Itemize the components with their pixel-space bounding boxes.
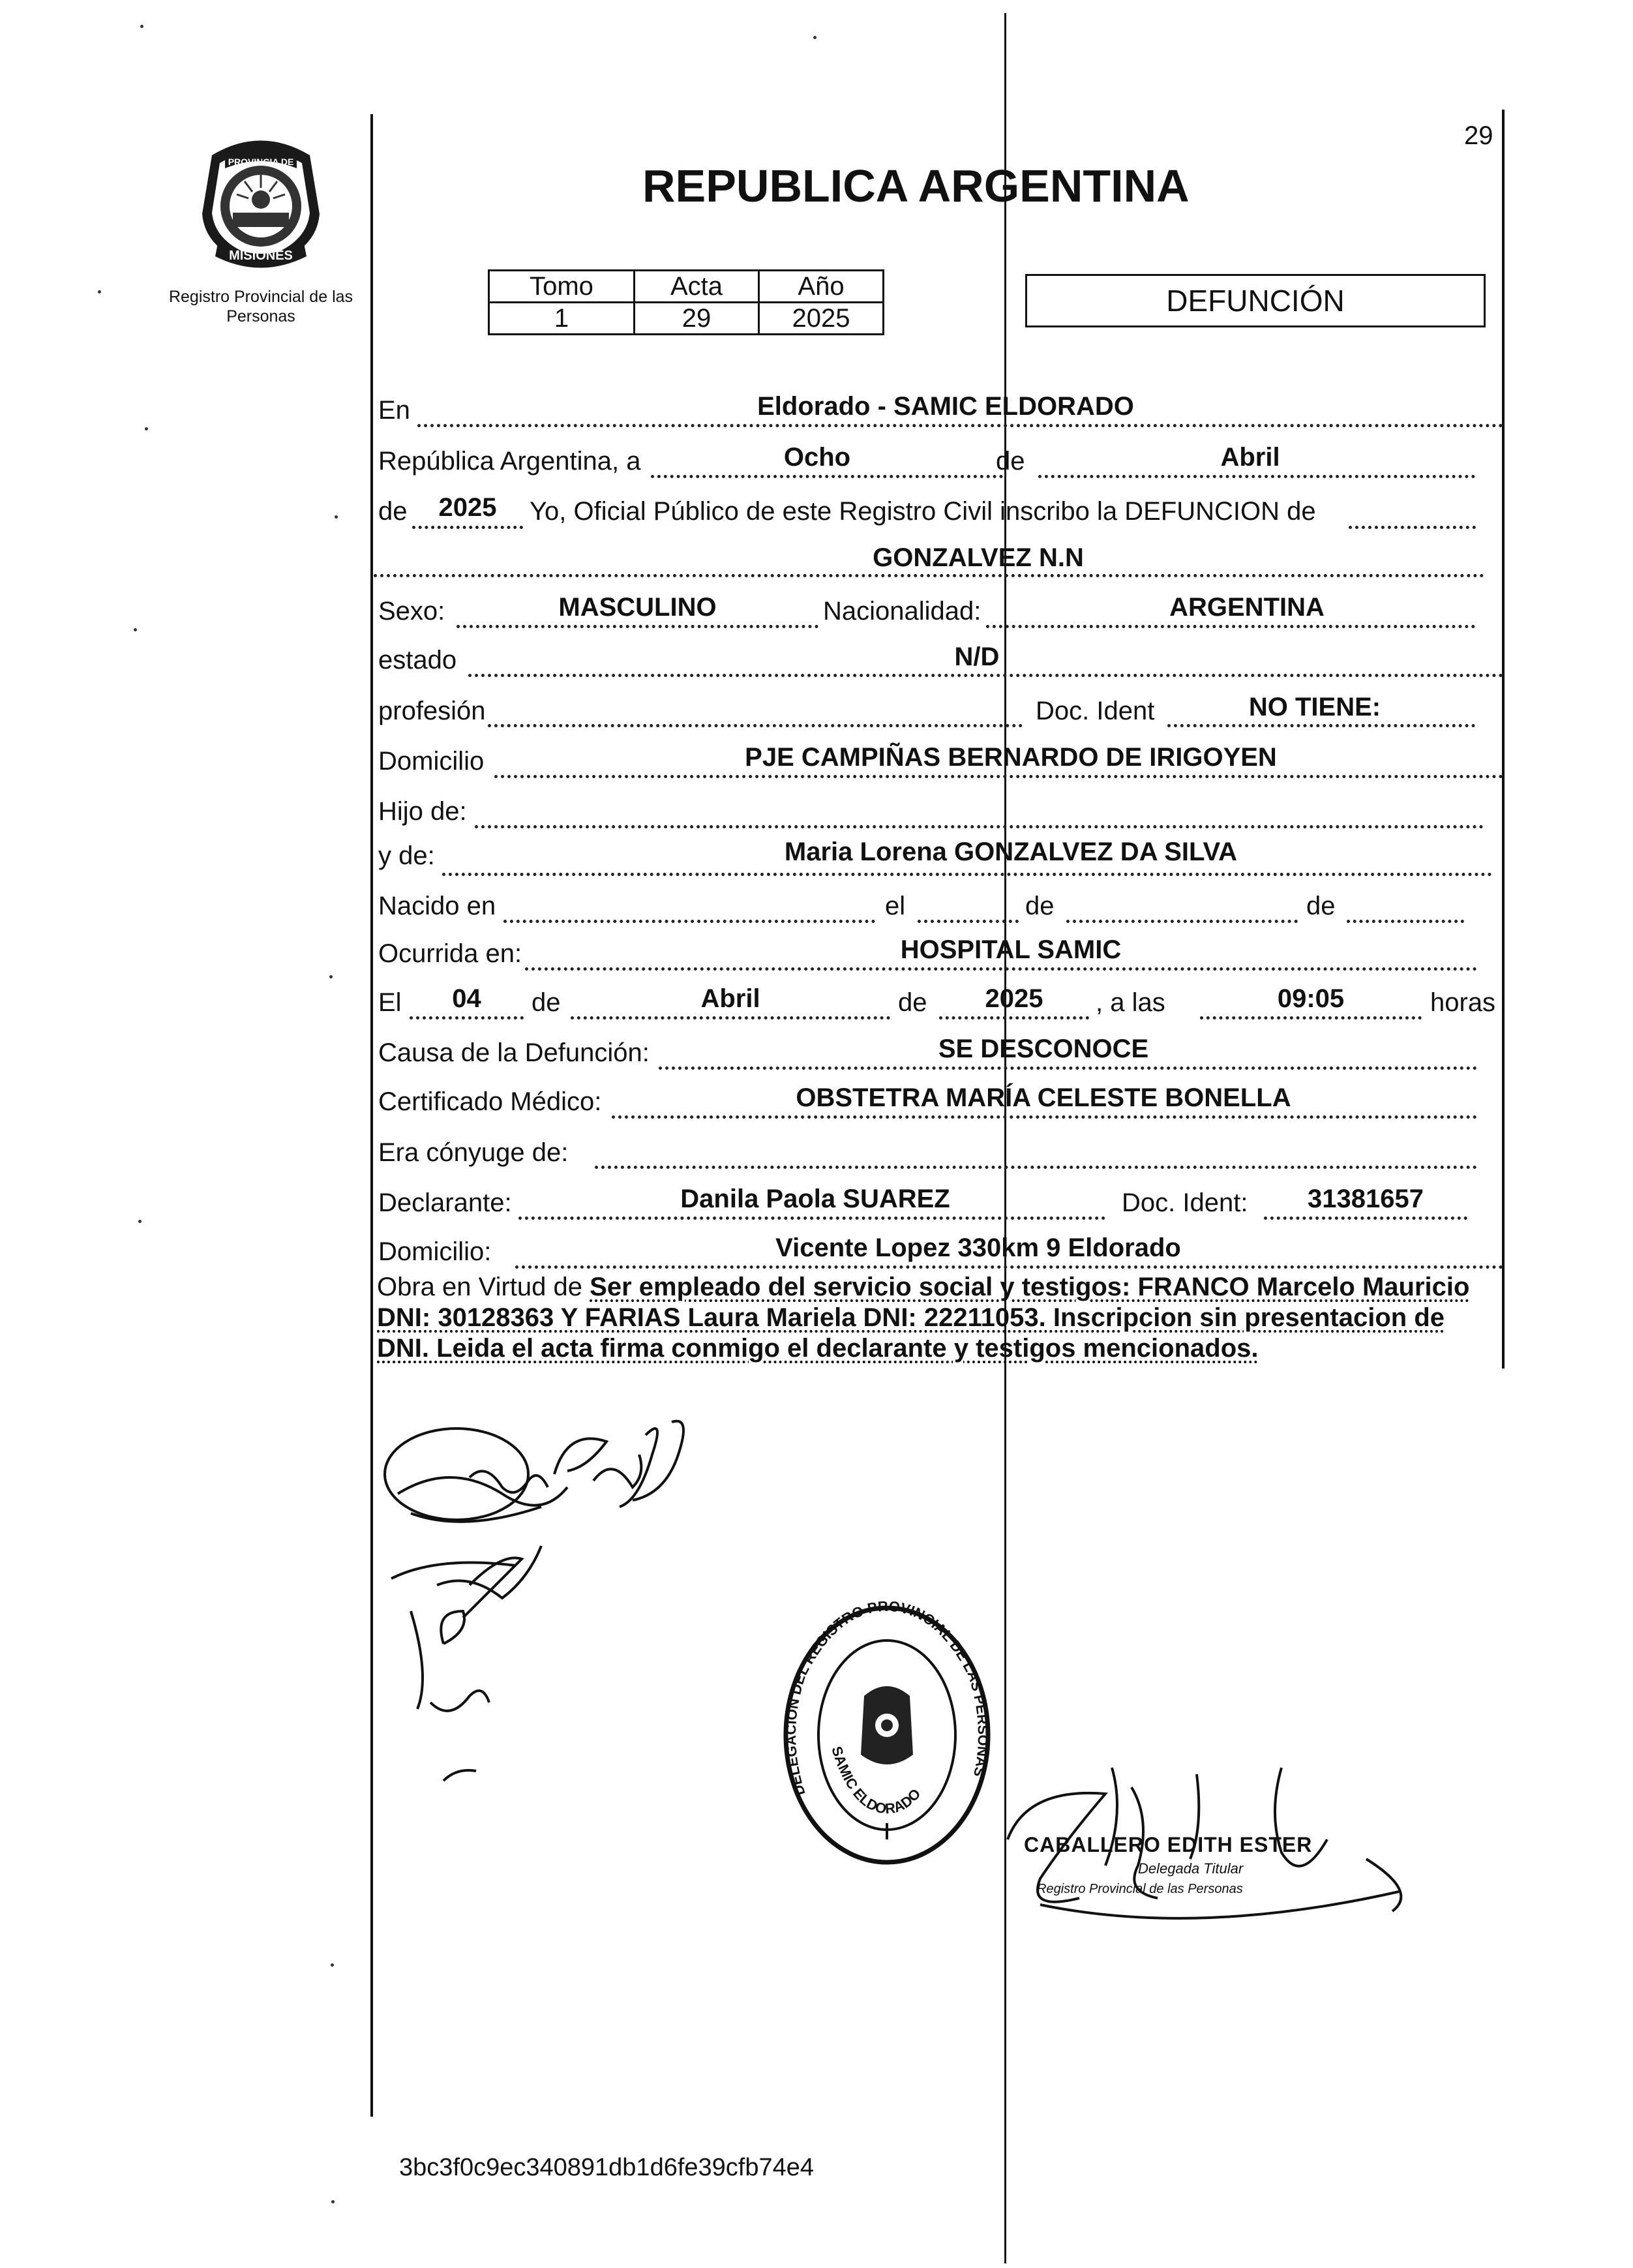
death-day-line [410, 1016, 524, 1020]
reference-table [488, 269, 884, 335]
obra-label: Obra en Virtud de [377, 1273, 583, 1301]
svg-text:PROVINCIA DE: PROVINCIA DE [228, 157, 294, 167]
record-type-box [1025, 274, 1486, 327]
mother-value: Maria Lorena GONZALVEZ DA SILVA [784, 838, 1238, 866]
death-day-value: 04 [452, 984, 481, 1013]
deceased-name: GONZALVEZ N.N [873, 543, 1084, 572]
hijo-line [475, 825, 1484, 828]
scan-speck [335, 515, 338, 519]
obra-text: Ser empleado del servicio social y testigos: FRANCO Marcelo Mauricio DNI: 30128363 Y FARIAS Laura Mariela DNI: 22211053. Inscripcion sin presentacion de DNI. Leida el acta firma conmigo el declarante y testigos mencionados. [377, 1273, 1470, 1363]
causa-line [659, 1066, 1477, 1070]
certificado-line [612, 1115, 1477, 1119]
en-line [417, 424, 1503, 427]
nacionalidad-label: Nacionalidad: [823, 597, 981, 626]
page-number: 29 [1464, 121, 1493, 150]
a-las-label: , a las [1096, 988, 1165, 1017]
obra-paragraph [377, 1272, 1499, 1364]
republica-label: República Argentina, a [378, 447, 641, 476]
nacionalidad-value: ARGENTINA [1169, 593, 1325, 622]
de-year-label: de [378, 497, 408, 526]
el-death-label: El [378, 988, 402, 1017]
month-line [1038, 475, 1475, 478]
month-value: Abril [1220, 443, 1280, 472]
province-seal [192, 129, 329, 269]
de-death-year-label: de [898, 988, 927, 1017]
hijo-label: Hijo de: [378, 797, 467, 826]
y-de-line [442, 873, 1492, 876]
reference-value-row [489, 303, 884, 335]
de-death-month-label: de [532, 988, 561, 1017]
doc-ident-value: NO TIENE: [1248, 693, 1381, 721]
reference-header-row [489, 271, 884, 303]
official-stamp-name: CABALLERO EDITH ESTER [1024, 1833, 1313, 1856]
certificado-value: OBSTETRA MARÍA CELESTE BONELLA [796, 1083, 1291, 1112]
svg-text:MISIONES: MISIONES [229, 249, 293, 263]
scan-speck [138, 1220, 142, 1223]
nacido-label: Nacido en [378, 892, 496, 920]
certificado-label: Certificado Médico: [378, 1087, 602, 1116]
anio-header: Año [759, 271, 884, 303]
profesion-label: profesión [378, 697, 486, 725]
birth-year-line [1347, 920, 1464, 923]
domicilio-line [494, 775, 1503, 778]
registry-label: Registro Provincial de las Personas [168, 288, 353, 325]
year-value: 2025 [438, 493, 497, 522]
death-month-line [571, 1016, 890, 1020]
sexo-value: MASCULINO [558, 593, 717, 622]
en-label: En [378, 396, 410, 425]
estado-value: N/D [954, 643, 1000, 671]
ocurrida-line [525, 967, 1477, 971]
y-de-label: y de: [378, 841, 435, 870]
decl-doc-line [1264, 1217, 1467, 1220]
declarante-label: Declarante: [378, 1188, 512, 1217]
official-stamp-org: Registro Provincial de las Personas [1037, 1882, 1243, 1896]
estado-line [468, 674, 1503, 677]
acta-header: Acta [635, 271, 759, 303]
signatures [372, 1415, 737, 1807]
declarante-value: Danila Paola SUAREZ [680, 1185, 950, 1213]
ocurrida-label: Ocurrida en: [378, 939, 522, 968]
inscribo-line [1349, 526, 1476, 529]
conyuge-line [595, 1166, 1477, 1169]
el-label: el [885, 892, 906, 920]
causa-value: SE DESCONOCE [938, 1035, 1149, 1063]
official-stamp-role: Delegada Titular [1138, 1860, 1244, 1877]
decl-domicilio-label: Domicilio: [378, 1237, 492, 1266]
estado-label: estado [378, 646, 457, 674]
profesion-line [488, 724, 1023, 727]
place-value: Eldorado - SAMIC ELDORADO [757, 392, 1134, 421]
decl-domicilio-line [515, 1265, 1503, 1269]
year-line [412, 526, 523, 529]
document-hash: 3bc3f0c9ec340891db1d6fe39cfb74e4 [399, 2154, 815, 2181]
death-year-value: 2025 [985, 984, 1043, 1013]
acta-value: 29 [635, 303, 759, 335]
doc-ident-line [1167, 724, 1475, 727]
de-birth-month-label: de [1025, 892, 1055, 920]
de-birth-year-label: de [1306, 892, 1336, 920]
scan-speck [140, 25, 143, 28]
nacido-line [503, 920, 875, 923]
birth-day-line [918, 920, 1019, 923]
conyuge-label: Era cónyuge de: [378, 1138, 569, 1167]
delegation-stamp [779, 1598, 995, 1872]
death-month-value: Abril [700, 984, 760, 1013]
death-time-value: 09:05 [1277, 984, 1345, 1013]
domicilio-label: Domicilio [378, 747, 485, 776]
domicilio-value: PJE CAMPIÑAS BERNARDO DE IRIGOYEN [745, 743, 1277, 772]
scan-speck [331, 1963, 334, 1967]
birth-month-line [1066, 920, 1298, 923]
horas-label: horas [1430, 988, 1496, 1017]
tomo-header: Tomo [489, 271, 635, 303]
death-year-line [939, 1016, 1089, 1020]
scan-speck [134, 628, 137, 631]
left-margin-line [370, 114, 373, 2117]
scan-speck [813, 36, 816, 39]
scan-speck [98, 290, 101, 294]
decl-doc-value: 31381657 [1308, 1185, 1424, 1213]
nacionalidad-line [986, 625, 1475, 628]
death-time-line [1200, 1016, 1422, 1020]
decl-domicilio-value: Vicente Lopez 330km 9 Eldorado [775, 1233, 1181, 1262]
scan-speck [145, 427, 148, 431]
tomo-value: 1 [489, 303, 635, 335]
doc-ident-label: Doc. Ident [1036, 697, 1155, 725]
day-word-value: Ocho [783, 443, 851, 472]
de-label: de [996, 447, 1025, 476]
page-title: REPUBLICA ARGENTINA [642, 160, 1190, 211]
inscribo-text: Yo, Oficial Público de este Registro Civil inscribo la DEFUNCION de [530, 497, 1316, 526]
deceased-name-line [374, 574, 1484, 577]
causa-label: Causa de la Defunción: [378, 1038, 650, 1067]
stamp-inner-text: SAMIC ELDORADO [828, 1744, 924, 1817]
right-margin-line [1502, 110, 1505, 1368]
sexo-label: Sexo: [378, 597, 445, 626]
day-word-line [651, 475, 1003, 478]
declarante-line [518, 1217, 1105, 1220]
record-type: DEFUNCIÓN [1166, 284, 1345, 318]
stamp-outer-text: DELEGACION DEL REGISTRO PROVINCIAL DE LAS PERSONAS [782, 1598, 992, 1798]
sexo-line [457, 625, 818, 628]
ocurrida-value: HOSPITAL SAMIC [900, 935, 1122, 964]
scan-speck [329, 975, 333, 978]
scan-speck [331, 2200, 335, 2203]
decl-doc-label: Doc. Ident: [1122, 1188, 1248, 1217]
anio-value: 2025 [759, 303, 884, 335]
